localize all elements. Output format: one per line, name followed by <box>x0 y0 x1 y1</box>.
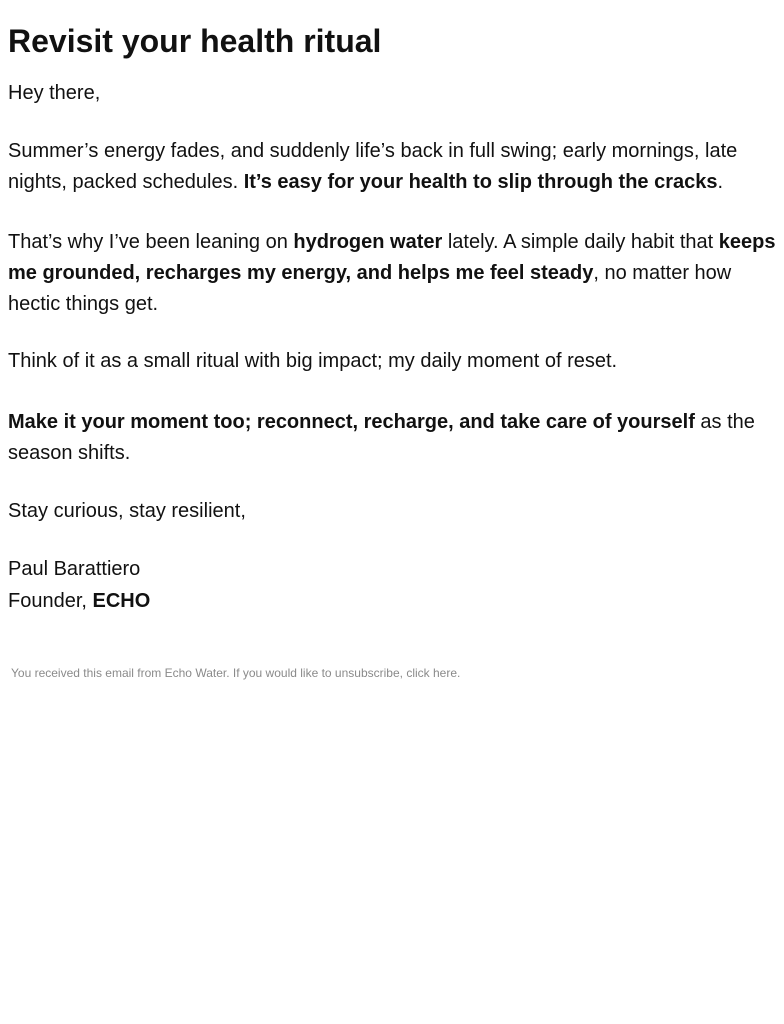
unsubscribe-link[interactable]: click here <box>406 666 457 680</box>
signature-title-prefix: Founder, <box>8 590 93 612</box>
email-headline: Revisit your health ritual <box>8 23 382 59</box>
paragraph-ritual: Think of it as a small ritual with big impact; my daily moment of reset. <box>8 350 618 372</box>
paragraph-intro <box>8 136 776 198</box>
paragraph-hydrogen-text-3: , no matter how hectic things get. <box>8 262 732 315</box>
paragraph-intro-end: . <box>717 171 724 193</box>
signoff: Stay curious, stay resilient, <box>8 500 246 522</box>
paragraph-intro-text: Summer’s energy fades, and suddenly life’s back in full swing; early mornings, late nights, packed schedules. <box>8 140 738 193</box>
footer-end: . <box>457 666 461 680</box>
signature-company: ECHO <box>92 590 151 612</box>
paragraph-hydrogen-emphasis-1: hydrogen water <box>293 231 443 253</box>
signature-title <box>8 585 776 617</box>
paragraph-cta-text: as the season shifts. <box>8 411 755 464</box>
greeting: Hey there, <box>8 82 101 104</box>
paragraph-call-to-action <box>8 407 776 469</box>
paragraph-cta-emphasis: Make it your moment too; reconnect, recharge, and take care of yourself <box>8 411 695 433</box>
paragraph-hydrogen-text-1: That’s why I’ve been leaning on <box>8 231 294 253</box>
footer-text: You received this email from Echo Water. If you would like to unsubscribe, <box>11 666 407 680</box>
paragraph-intro-emphasis: It’s easy for your health to slip through the cracks <box>243 171 718 193</box>
paragraph-hydrogen-emphasis-2: keeps me grounded, recharges my energy, and helps me feel steady <box>8 231 776 284</box>
paragraph-hydrogen <box>8 227 776 320</box>
signature-name: Paul Barattiero <box>8 558 141 580</box>
email-footer <box>8 665 776 681</box>
paragraph-hydrogen-text-2: lately. A simple daily habit that <box>442 231 719 253</box>
